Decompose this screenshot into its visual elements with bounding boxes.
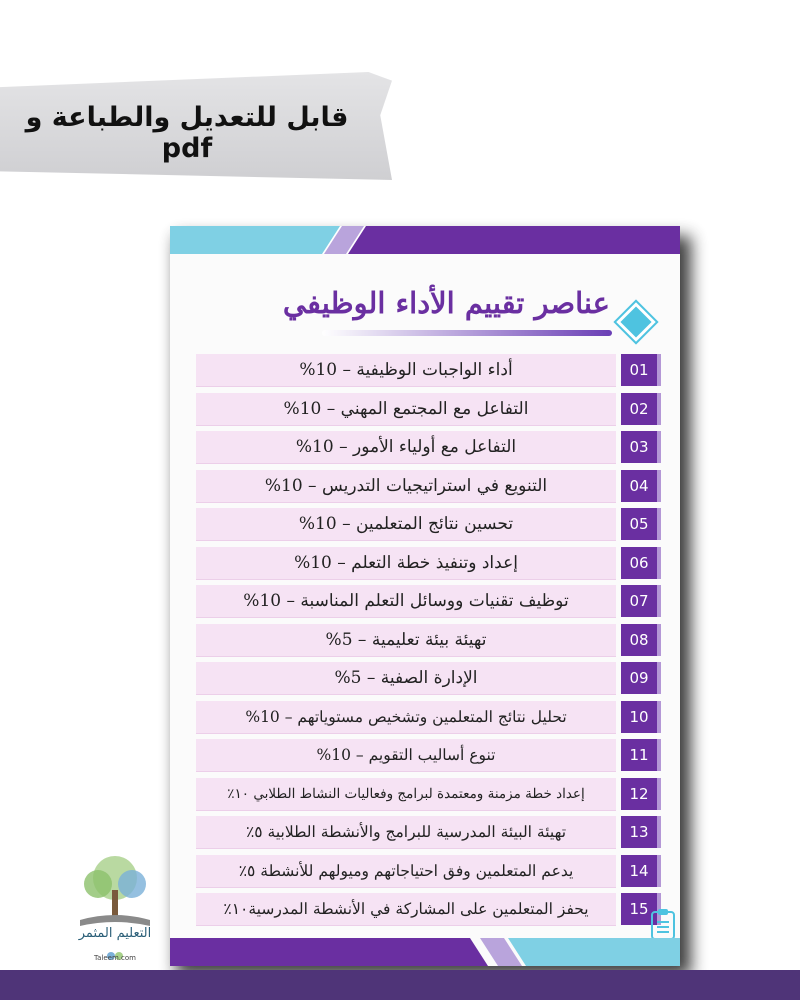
- top-decor-bar: [170, 226, 680, 254]
- list-item: [196, 585, 659, 617]
- item-number: 02: [621, 393, 657, 425]
- logo-name: التعليم المثمر: [78, 926, 152, 941]
- item-number: 08: [621, 624, 657, 656]
- item-number: 11: [621, 739, 657, 771]
- item-number: 09: [621, 662, 657, 694]
- list-item: [196, 893, 659, 925]
- item-text: أداء الواجبات الوظيفية – 10%: [196, 354, 616, 387]
- item-text: يحفز المتعلمين على المشاركة في الأنشطة المدرسية١٠٪: [196, 893, 616, 926]
- item-number: 06: [621, 547, 657, 579]
- item-number: 14: [621, 855, 657, 887]
- list-item: [196, 431, 659, 463]
- item-text: التفاعل مع أولياء الأمور – 10%: [196, 431, 616, 464]
- list-item: [196, 816, 659, 848]
- diamond-icon: [616, 302, 656, 342]
- clipboard-icon: [650, 908, 676, 940]
- item-text: الإدارة الصفية – 5%: [196, 662, 616, 695]
- list-item: [196, 778, 659, 810]
- list-item: [196, 662, 659, 694]
- list-item: [196, 393, 659, 425]
- item-text: التفاعل مع المجتمع المهني – 10%: [196, 393, 616, 426]
- item-text: توظيف تقنيات ووسائل التعلم المناسبة – 10%: [196, 585, 616, 618]
- item-text: تحسين نتائج المتعلمين – 10%: [196, 508, 616, 541]
- item-text: يدعم المتعلمين وفق احتياجاتهم وميولهم للأنشطة ٥٪: [196, 855, 616, 888]
- list-item: [196, 624, 659, 656]
- banner-text: قابل للتعديل والطباعة و pdf: [25, 102, 349, 164]
- title-underline: [322, 330, 612, 336]
- item-text: التنويع في استراتيجيات التدريس – 10%: [196, 470, 616, 503]
- item-text: تهيئة البيئة المدرسية للبرامج والأنشطة الطلابية ٥٪: [196, 816, 616, 849]
- list-item: [196, 470, 659, 502]
- item-number: 07: [621, 585, 657, 617]
- page-bottom-bar: [0, 970, 800, 1000]
- item-number: 04: [621, 470, 657, 502]
- item-text: تنوع أساليب التقويم – 10%: [196, 739, 616, 772]
- item-number: 01: [621, 354, 657, 386]
- item-text: تحليل نتائج المتعلمين وتشخيص مستوياتهم – 10%: [196, 701, 616, 734]
- item-text: إعداد وتنفيذ خطة التعلم – 10%: [196, 547, 616, 580]
- item-number: 05: [621, 508, 657, 540]
- list-item: [196, 508, 659, 540]
- bottom-decor-bar: [170, 938, 680, 966]
- evaluation-card: [170, 226, 680, 966]
- list-item: [196, 701, 659, 733]
- list-item: [196, 547, 659, 579]
- item-number: 15: [621, 893, 657, 925]
- list-item: [196, 739, 659, 771]
- item-number: 12: [621, 778, 657, 810]
- list-item: [196, 855, 659, 887]
- item-text: إعداد خطة مزمنة ومعتمدة لبرامج وفعاليات النشاط الطلابي ١٠٪: [196, 778, 616, 811]
- item-text: تهيئة بيئة تعليمية – 5%: [196, 624, 616, 657]
- item-number: 03: [621, 431, 657, 463]
- list-item: [196, 354, 659, 386]
- card-title: عناصر تقييم الأداء الوظيفي: [282, 286, 610, 320]
- logo-url: Taleem.com: [94, 954, 136, 962]
- tree-logo-icon: [70, 850, 160, 968]
- item-number: 13: [621, 816, 657, 848]
- item-number: 10: [621, 701, 657, 733]
